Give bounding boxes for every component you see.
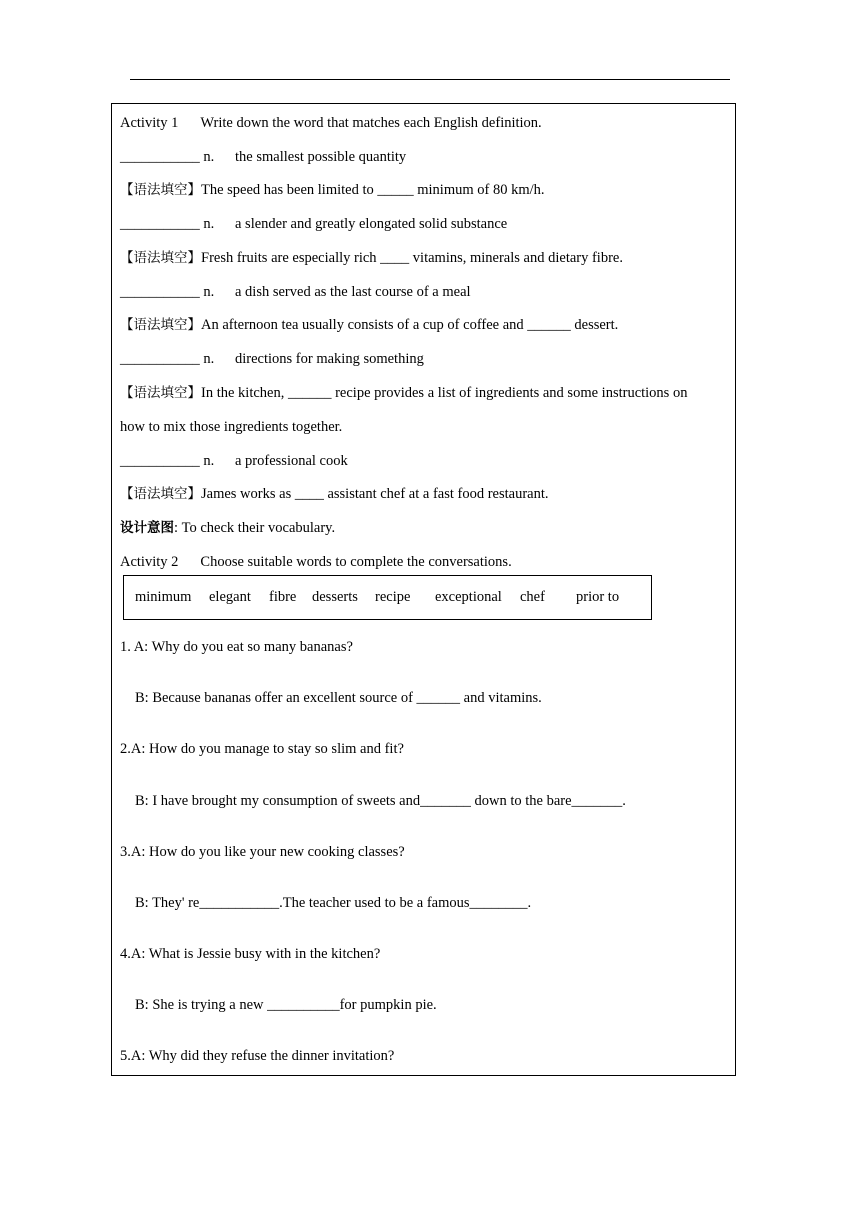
part-of-speech: n. bbox=[203, 216, 215, 232]
conversation-question bbox=[120, 1046, 725, 1066]
part-of-speech: n. bbox=[203, 351, 215, 367]
word-bank bbox=[123, 575, 652, 620]
word-bank-item: desserts bbox=[312, 589, 358, 605]
grammar-fill-sentence-continued: how to mix those ingredients together. bbox=[120, 419, 343, 435]
question-text: 2.A: How do you manage to stay so slim and fit? bbox=[120, 741, 404, 757]
word-bank-item: chef bbox=[520, 589, 545, 605]
word-bank-item: prior to bbox=[576, 589, 620, 605]
answer-blank: ___________ bbox=[120, 351, 200, 367]
grammar-fill-sentence: Fresh fruits are especially rich ____ vitamins, minerals and dietary fibre. bbox=[201, 250, 623, 266]
activity2-heading bbox=[120, 552, 725, 572]
conversation-answer bbox=[120, 791, 725, 811]
definition-text: a dish served as the last course of a meal bbox=[235, 284, 471, 300]
conversation-answer bbox=[120, 893, 725, 913]
activity1-label: Activity 1 bbox=[120, 115, 179, 131]
grammar-fill-tag: 【语法填空】 bbox=[120, 385, 201, 401]
question-text: 1. A: Why do you eat so many bananas? bbox=[120, 639, 353, 655]
conversation-answer bbox=[120, 995, 725, 1015]
word-bank-item: recipe bbox=[375, 589, 411, 605]
definition-text: the smallest possible quantity bbox=[235, 149, 407, 165]
answer-blank: ___________ bbox=[120, 284, 200, 300]
definition-text: a slender and greatly elongated solid substance bbox=[235, 216, 508, 232]
header-rule bbox=[130, 79, 730, 80]
part-of-speech: n. bbox=[203, 284, 215, 300]
definition-row bbox=[120, 282, 725, 302]
grammar-fill-sentence: James works as ____ assistant chef at a fast food restaurant. bbox=[201, 486, 549, 502]
word-bank-item: minimum bbox=[135, 589, 192, 605]
grammar-fill-tag: 【语法填空】 bbox=[120, 486, 201, 502]
design-intent-label: 设计意图 bbox=[120, 520, 174, 536]
grammar-fill-row bbox=[120, 315, 725, 335]
grammar-fill-tag: 【语法填空】 bbox=[120, 317, 201, 333]
design-intent bbox=[120, 518, 725, 538]
answer-text: B: They' re___________.The teacher used to be a famous________. bbox=[135, 895, 532, 911]
definition-text: a professional cook bbox=[235, 453, 348, 469]
answer-text: B: I have brought my consumption of sweets and_______ down to the bare_______. bbox=[135, 793, 626, 809]
definition-row bbox=[120, 349, 725, 369]
conversation-answer bbox=[120, 688, 725, 708]
grammar-fill-tag: 【语法填空】 bbox=[120, 182, 201, 198]
question-text: 4.A: What is Jessie busy with in the kitchen? bbox=[120, 946, 381, 962]
answer-blank: ___________ bbox=[120, 453, 200, 469]
design-intent-text: : To check their vocabulary. bbox=[174, 520, 336, 536]
answer-blank: ___________ bbox=[120, 216, 200, 232]
activity2-label: Activity 2 bbox=[120, 554, 179, 570]
grammar-fill-row bbox=[120, 248, 725, 268]
definition-row bbox=[120, 214, 725, 234]
conversation-question bbox=[120, 842, 725, 862]
worksheet-box bbox=[111, 103, 736, 1076]
part-of-speech: n. bbox=[203, 453, 215, 469]
word-bank-item: elegant bbox=[209, 589, 251, 605]
grammar-fill-sentence: The speed has been limited to _____ minimum of 80 km/h. bbox=[201, 182, 545, 198]
answer-blank: ___________ bbox=[120, 149, 200, 165]
grammar-fill-sentence: An afternoon tea usually consists of a cup of coffee and ______ dessert. bbox=[201, 317, 619, 333]
conversation-question bbox=[120, 944, 725, 964]
word-bank-item: exceptional bbox=[435, 589, 502, 605]
word-bank-item: fibre bbox=[269, 589, 297, 605]
answer-text: B: Because bananas offer an excellent source of ______ and vitamins. bbox=[135, 690, 542, 706]
question-text: 3.A: How do you like your new cooking classes? bbox=[120, 844, 405, 860]
grammar-fill-tag: 【语法填空】 bbox=[120, 250, 201, 266]
part-of-speech: n. bbox=[203, 149, 215, 165]
answer-text: B: She is trying a new __________for pumpkin pie. bbox=[135, 997, 437, 1013]
grammar-fill-row-continued bbox=[120, 417, 725, 437]
grammar-fill-row bbox=[120, 383, 725, 403]
definition-row bbox=[120, 451, 725, 471]
conversation-question bbox=[120, 739, 725, 759]
activity1-instruction: Write down the word that matches each English definition. bbox=[200, 115, 542, 131]
grammar-fill-row bbox=[120, 484, 725, 504]
question-text: 5.A: Why did they refuse the dinner invitation? bbox=[120, 1048, 395, 1064]
conversation-question bbox=[120, 637, 725, 657]
activity1-heading bbox=[120, 113, 725, 133]
grammar-fill-sentence: In the kitchen, ______ recipe provides a list of ingredients and some instructions on bbox=[201, 385, 688, 401]
definition-row bbox=[120, 147, 725, 167]
definition-text: directions for making something bbox=[235, 351, 424, 367]
activity2-instruction: Choose suitable words to complete the conversations. bbox=[200, 554, 512, 570]
grammar-fill-row bbox=[120, 180, 725, 200]
